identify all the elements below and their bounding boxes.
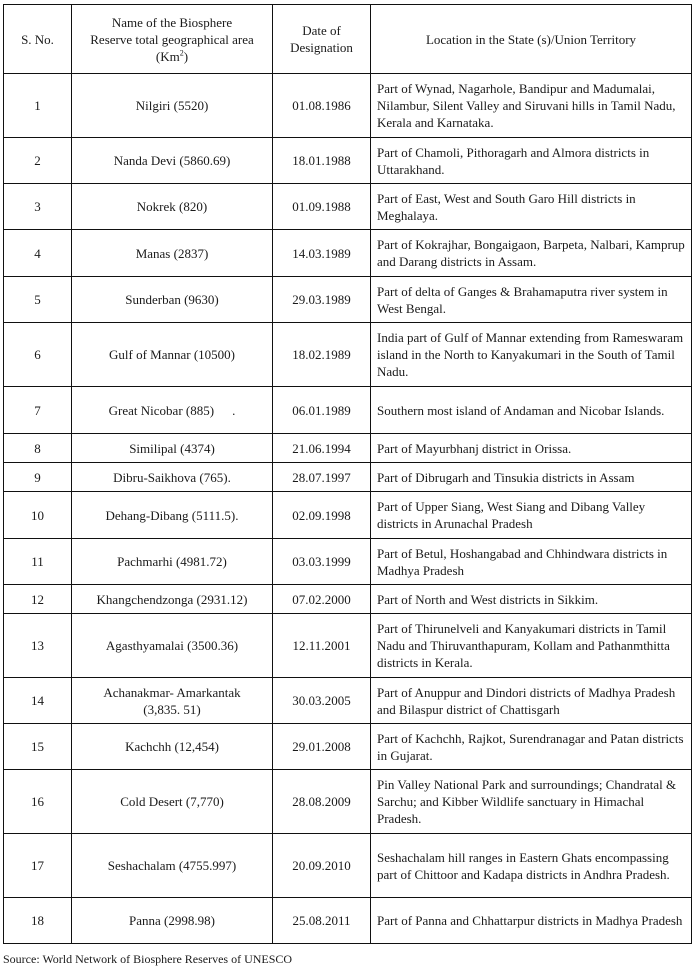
cell-name: Nilgiri (5520) — [72, 74, 273, 138]
cell-location: Part of Panna and Chhattarpur districts in Madhya Pradesh — [371, 898, 692, 944]
cell-date: 03.03.1999 — [273, 539, 371, 585]
header-name-unit-sup: 2 — [179, 48, 184, 58]
cell-sno: 9 — [4, 463, 72, 492]
cell-location: Part of Kachchh, Rajkot, Surendranagar and Patan districts in Gujarat. — [371, 724, 692, 770]
table-row — [4, 463, 692, 492]
cell-sno: 12 — [4, 585, 72, 614]
cell-date: 18.01.1988 — [273, 138, 371, 184]
cell-sno: 13 — [4, 614, 72, 678]
cell-date: 06.01.1989 — [273, 387, 371, 434]
cell-location: Part of Upper Siang, West Siang and Dibang Valley districts in Arunachal Pradesh — [371, 492, 692, 539]
cell-date: 02.09.1998 — [273, 492, 371, 539]
cell-date: 25.08.2011 — [273, 898, 371, 944]
header-date-line2: Designation — [290, 40, 353, 55]
cell-sno: 15 — [4, 724, 72, 770]
table-row — [4, 834, 692, 898]
cell-date: 21.06.1994 — [273, 434, 371, 463]
cell-sno: 10 — [4, 492, 72, 539]
biosphere-reserves-table — [3, 4, 692, 944]
cell-location: Part of Mayurbhanj district in Orissa. — [371, 434, 692, 463]
cell-date: 01.09.1988 — [273, 184, 371, 230]
cell-name: Khangchendzonga (2931.12) — [72, 585, 273, 614]
cell-name-text: Great Nicobar (885) — [108, 402, 215, 418]
source-note: Source: World Network of Biosphere Reserves of UNESCO — [3, 952, 293, 966]
cell-location: Southern most island of Andaman and Nicobar Islands. — [371, 387, 692, 434]
table-row — [4, 323, 692, 387]
cell-name: Panna (2998.98) — [72, 898, 273, 944]
cell-sno: 8 — [4, 434, 72, 463]
cell-location: Part of delta of Ganges & Brahamaputra river system in West Bengal. — [371, 277, 692, 323]
cell-location: Part of East, West and South Garo Hill districts in Meghalaya. — [371, 184, 692, 230]
cell-sno: 17 — [4, 834, 72, 898]
cell-name-line1: Achanakmar- Amarkantak — [103, 684, 241, 700]
table-row — [4, 585, 692, 614]
cell-name: Nokrek (820) — [72, 184, 273, 230]
cell-sno: 14 — [4, 678, 72, 724]
cell-date: 28.07.1997 — [273, 463, 371, 492]
cell-location: Part of Betul, Hoshangabad and Chhindwara districts in Madhya Pradesh — [371, 539, 692, 585]
table-row — [4, 387, 692, 434]
cell-name-line2: (3,835. 51) — [143, 701, 201, 717]
table-row — [4, 184, 692, 230]
cell-name: Similipal (4374) — [72, 434, 273, 463]
table-row — [4, 614, 692, 678]
cell-location: Part of Thirunelveli and Kanyakumari districts in Tamil Nadu and Thiruvanthapuram, Kollam and Pathanmthitta districts in Kerala. — [371, 614, 692, 678]
cell-name: Cold Desert (7,770) — [72, 770, 273, 834]
header-sno — [4, 5, 72, 74]
cell-sno: 6 — [4, 323, 72, 387]
header-name-line1: Name of the Biosphere — [111, 14, 233, 30]
cell-date: 01.08.1986 — [273, 74, 371, 138]
cell-date: 14.03.1989 — [273, 230, 371, 277]
cell-sno: 18 — [4, 898, 72, 944]
table-row — [4, 724, 692, 770]
header-name — [72, 5, 273, 74]
cell-name — [72, 678, 273, 724]
header-name-line2: Reserve total geographical area — [90, 31, 254, 47]
header-date-line1: Date of — [302, 23, 341, 38]
header-sno-text: S. No. — [21, 31, 54, 47]
header-name-unit: (Km — [155, 48, 180, 64]
cell-location: Seshachalam hill ranges in Eastern Ghats encompassing part of Chittoor and Kadapa districts in Andhra Pradesh. — [371, 834, 692, 898]
cell-date: 12.11.2001 — [273, 614, 371, 678]
cell-date: 18.02.1989 — [273, 323, 371, 387]
table-row — [4, 898, 692, 944]
cell-location: Part of Chamoli, Pithoragarh and Almora districts in Uttarakhand. — [371, 138, 692, 184]
table-header-row — [4, 5, 692, 74]
cell-date: 30.03.2005 — [273, 678, 371, 724]
cell-name: Sunderban (9630) — [72, 277, 273, 323]
cell-name: Gulf of Mannar (10500) — [72, 323, 273, 387]
cell-location: Part of Anuppur and Dindori districts of Madhya Pradesh and Bilaspur district of Chattisgarh — [371, 678, 692, 724]
table-row — [4, 492, 692, 539]
table-row — [4, 74, 692, 138]
header-location-text: Location in the State (s)/Union Territory — [425, 31, 637, 47]
cell-date: 20.09.2010 — [273, 834, 371, 898]
cell-sno: 3 — [4, 184, 72, 230]
cell-sno: 1 — [4, 74, 72, 138]
cell-location: India part of Gulf of Mannar extending from Rameswaram island in the North to Kanyakumari in the South of Tamil Nadu. — [371, 323, 692, 387]
table-row — [4, 678, 692, 724]
cell-location: Part of Dibrugarh and Tinsukia districts in Assam — [371, 463, 692, 492]
table-row — [4, 138, 692, 184]
header-date — [273, 5, 371, 74]
header-name-unit-close: ) — [183, 48, 189, 64]
cell-name: Dibru-Saikhova (765). — [72, 463, 273, 492]
cell-location: Part of North and West districts in Sikkim. — [371, 585, 692, 614]
cell-sno: 7 — [4, 387, 72, 434]
cell-name-suffix: . — [232, 402, 236, 418]
cell-name: Nanda Devi (5860.69) — [72, 138, 273, 184]
cell-location: Part of Wynad, Nagarhole, Bandipur and Madumalai, Nilambur, Silent Valley and Siruvani hills in Tamil Nadu, Kerala and Karnataka. — [371, 74, 692, 138]
cell-name — [72, 387, 273, 434]
cell-name: Agasthyamalai (3500.36) — [72, 614, 273, 678]
cell-date: 28.08.2009 — [273, 770, 371, 834]
cell-date: 29.03.1989 — [273, 277, 371, 323]
cell-date: 29.01.2008 — [273, 724, 371, 770]
cell-name: Manas (2837) — [72, 230, 273, 277]
cell-sno: 5 — [4, 277, 72, 323]
table-row — [4, 277, 692, 323]
cell-name: Kachchh (12,454) — [72, 724, 273, 770]
cell-location: Part of Kokrajhar, Bongaigaon, Barpeta, Nalbari, Kamprup and Darang districts in Assam. — [371, 230, 692, 277]
cell-sno: 16 — [4, 770, 72, 834]
cell-name: Seshachalam (4755.997) — [72, 834, 273, 898]
cell-name: Dehang-Dibang (5111.5). — [72, 492, 273, 539]
cell-location: Pin Valley National Park and surroundings; Chandratal & Sarchu; and Kibber Wildlife sanctuary in Himachal Pradesh. — [371, 770, 692, 834]
cell-name: Pachmarhi (4981.72) — [72, 539, 273, 585]
cell-sno: 2 — [4, 138, 72, 184]
table-row — [4, 230, 692, 277]
table-row — [4, 770, 692, 834]
cell-date: 07.02.2000 — [273, 585, 371, 614]
cell-sno: 4 — [4, 230, 72, 277]
header-location — [371, 5, 692, 74]
table-row — [4, 434, 692, 463]
cell-sno: 11 — [4, 539, 72, 585]
table-row — [4, 539, 692, 585]
